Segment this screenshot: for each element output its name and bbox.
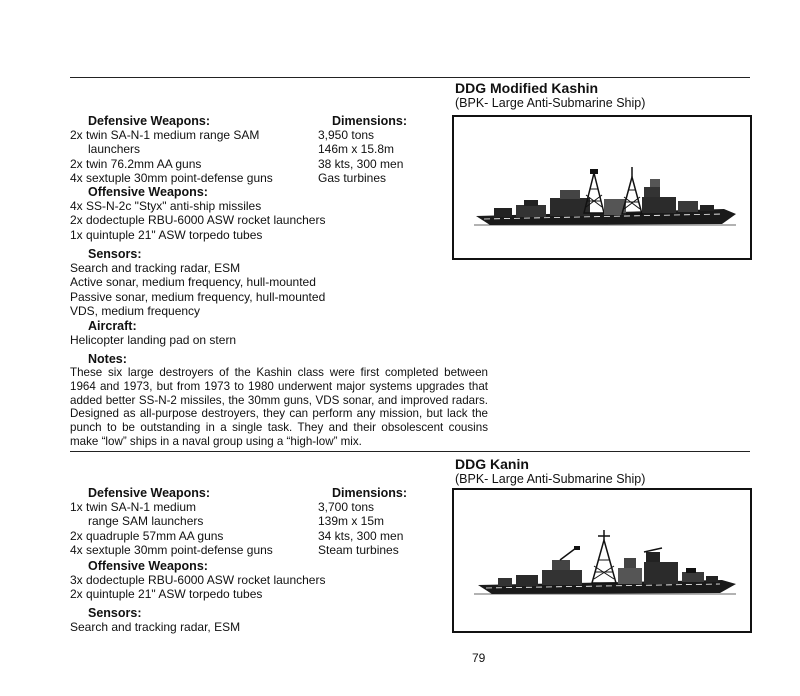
list-item: Gas turbines [318, 171, 387, 186]
ship-subtitle: (BPK- Large Anti-Submarine Ship) [455, 96, 646, 110]
ship-title: DDG Modified Kashin [455, 80, 599, 96]
dimensions-heading: Dimensions: [332, 114, 408, 128]
page-number: 79 [472, 651, 486, 665]
destroyer-silhouette-illustration [454, 490, 750, 631]
defensive-weapons-heading: Defensive Weapons: [88, 114, 211, 128]
offensive-weapons-list [70, 573, 325, 602]
ship-title: DDG Kanin [455, 456, 529, 472]
list-item: 3,700 tons [318, 500, 375, 514]
list-item: 4x SS-N-2c "Styx" anti-ship missiles [70, 199, 262, 213]
top-divider [70, 77, 750, 78]
aircraft-heading: Aircraft: [88, 319, 137, 333]
defensive-weapons-list [70, 128, 273, 186]
list-item: Active sonar, medium frequency, hull-mounted [70, 275, 316, 290]
list-item: Search and tracking radar, ESM [70, 261, 241, 275]
ship-illustration-frame [452, 488, 752, 633]
sensors-list [70, 261, 325, 319]
list-item: Helicopter landing pad on stern [70, 333, 237, 347]
list-item: 139m x 15m [318, 514, 385, 529]
ship-subtitle: (BPK- Large Anti-Submarine Ship) [455, 472, 646, 486]
list-item: 4x sextuple 30mm point-defense guns [70, 171, 273, 186]
list-item: 1x twin SA-N-1 medium [70, 500, 197, 514]
list-item: 38 kts, 300 men [318, 156, 404, 171]
list-item: launchers [88, 142, 141, 157]
offensive-weapons-heading: Offensive Weapons: [88, 185, 208, 199]
offensive-weapons-heading: Offensive Weapons: [88, 559, 208, 573]
destroyer-silhouette-illustration [454, 117, 750, 258]
list-item: 2x twin 76.2mm AA guns [70, 156, 202, 171]
notes-text: These six large destroyers of the Kashin class were first completed between 1964 and 1973, but from 1973 to 1980 underwent major systems upgrades that added better SS-N-2 missiles, the 30mm guns, VDS sonar, and improved radars. Designed as all-purpose destroyers, they can perform any mission, but lack the punch to be outstanding in a single task. They and their obsolescent cousins make “low” ships in a naval group using a “high-low” mix. [70, 366, 488, 448]
list-item: range SAM launchers [88, 514, 204, 529]
defensive-weapons-list [70, 500, 273, 558]
list-item: 34 kts, 300 men [318, 528, 404, 543]
dimensions-list [318, 128, 403, 186]
sensors-heading: Sensors: [88, 247, 142, 261]
section-divider [70, 451, 750, 452]
list-item: 4x sextuple 30mm point-defense guns [70, 543, 273, 558]
defensive-weapons-heading: Defensive Weapons: [88, 486, 211, 500]
list-item: 2x quintuple 21" ASW torpedo tubes [70, 587, 263, 602]
dimensions-list [318, 500, 403, 558]
list-item: 3x dodectuple RBU-6000 ASW rocket launchers [70, 573, 326, 587]
list-item: 2x quadruple 57mm AA guns [70, 528, 224, 543]
sensors-heading: Sensors: [88, 606, 142, 620]
list-item: VDS, medium frequency [70, 304, 201, 319]
list-item: Search and tracking radar, ESM [70, 620, 241, 634]
sensors-list [70, 620, 240, 634]
list-item: 146m x 15.8m [318, 142, 395, 157]
list-item: 3,950 tons [318, 128, 375, 142]
dimensions-heading: Dimensions: [332, 486, 408, 500]
list-item: Steam turbines [318, 543, 399, 558]
list-item: Passive sonar, medium frequency, hull-mounted [70, 289, 326, 304]
ship-illustration-frame [452, 115, 752, 260]
offensive-weapons-list [70, 199, 325, 242]
notes-heading: Notes: [88, 352, 127, 366]
list-item: 2x twin SA-N-1 medium range SAM [70, 128, 260, 142]
aircraft-list [70, 333, 236, 347]
list-item: 1x quintuple 21" ASW torpedo tubes [70, 227, 263, 242]
list-item: 2x dodectuple RBU-6000 ASW rocket launchers [70, 213, 326, 228]
